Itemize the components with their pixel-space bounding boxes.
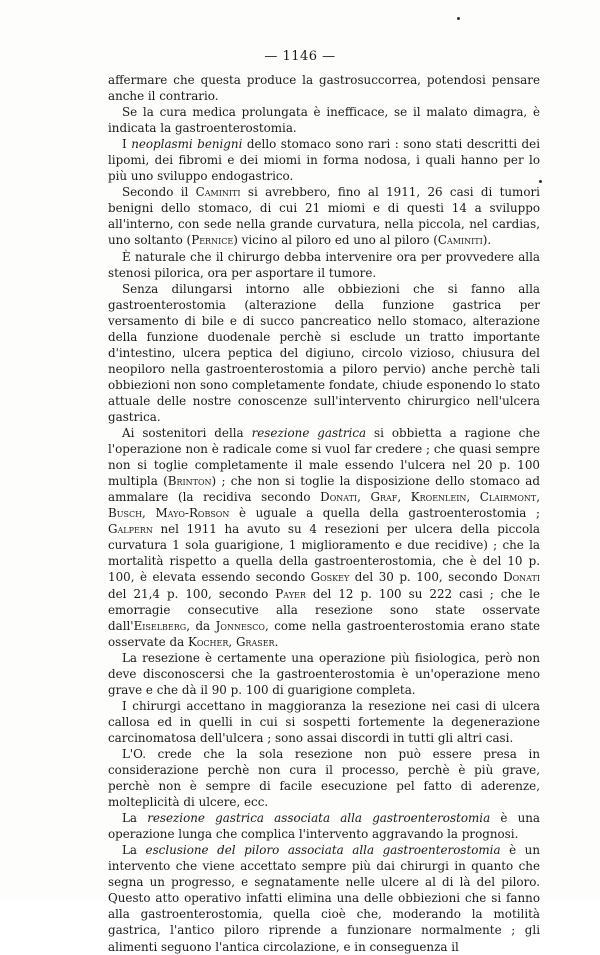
author-name: Brinton — [167, 474, 212, 489]
text-run: La resezione è certamente una operazione più fisiologica, però non deve disconoscersi che la gastroenterostomia è un'operazione meno grave e che dà il 90 p. 100 di guarigione completa. — [108, 650, 540, 697]
text-run: I — [122, 137, 132, 152]
paragraph-p8 — [108, 650, 540, 698]
author-name: Caminiti — [437, 233, 483, 248]
author-name: Payer — [275, 586, 306, 601]
emphasis-text: neoplasmi benigni — [131, 137, 243, 152]
emphasis-text: resezione gastrica associata alla gastroenterostomia — [147, 811, 491, 826]
text-run: L'O. crede che la sola resezione non può essere presa in considerazione perchè non cura il processo, perchè è più grave, perchè non è sempre di facile esecuzione pel fatto di aderenze, molteplicità di ulcere, ecc. — [108, 746, 540, 810]
author-name: Donati, Graf, Kroenlein, Clairmont, Busch, Mayo-Robson — [108, 490, 540, 521]
paragraph-p1 — [108, 72, 540, 104]
text-run: Se la cura medica prolungata è inefficace, se il malato dimagra, è indicata la gastroenterostomia. — [108, 105, 540, 136]
body-text — [108, 72, 540, 955]
paragraph-p2 — [108, 104, 540, 136]
text-run: Secondo il — [122, 185, 196, 200]
paragraph-p3 — [108, 136, 540, 184]
text-run: Ai sostenitori della — [122, 426, 252, 441]
author-name: Caminiti — [195, 185, 241, 200]
text-run: La — [122, 811, 148, 826]
text-run: , come nella gastroenterostomia erano state osservate da — [108, 618, 541, 649]
text-run: , — [228, 634, 236, 649]
text-run: ). — [482, 233, 492, 248]
text-run: è una operazione lunga che complica l'intervento aggravando la prognosi. — [108, 811, 541, 842]
text-run: dello stomaco sono rari : sono stati descritti dei lipomi, dei fibromi e dei miomi in forma nodosa, i quali hanno per lo più uno sviluppo endogastrico. — [108, 137, 540, 184]
paragraph-p6 — [108, 281, 540, 425]
text-run: nel 1911 ha avuto su 4 resezioni per ulcera della piccola curvatura 1 sola guarigione, 1 miglioramento e due recidive) ; che la mortalità rispetto a quella della gastroenterostomia, che è del 10 p. 100, è elevata essendo secondo — [108, 522, 540, 585]
text-run: , da — [186, 618, 216, 633]
text-run: è un intervento che viene accettato sempre più dai chirurgi in quanto che segna un progresso, e segnatamente nelle ulcere al di là del piloro. Questo atto operativo infatti elimina una delle obbiezioni che si fanno alla gastroenterostomia, quella cioè che, moderando la motilità gastrica, l'antico piloro riprende a funzionare normalmente ; gli alimenti seguono l'antica circolazione, e in conseguenza il — [108, 843, 540, 954]
author-name: Graser — [235, 634, 275, 649]
text-run: del 12 p. 100 su 222 casi ; che le emorragie consecutive alla resezione sono state osservate dall' — [108, 586, 541, 633]
author-name: Goskey — [310, 570, 350, 585]
author-name: Jonnesco — [215, 618, 265, 633]
text-run: ) vicino al piloro ed uno al piloro ( — [233, 233, 438, 248]
paragraph-p9 — [108, 698, 540, 746]
text-run: È naturale che il chirurgo debba intervenire ora per provvedere alla stenosi pilorica, ora per asportare il tumore. — [108, 249, 540, 280]
emphasis-text: esclusione del piloro associata alla gastroenterostomia — [145, 843, 501, 858]
paragraph-p4 — [108, 184, 540, 248]
author-name: Pernice — [191, 233, 234, 248]
text-run: del 21,4 p. 100, secondo — [108, 586, 276, 601]
text-run: si obbietta a ragione che l'operazione non è radicale come si vuol far credere ; che quasi sempre non si toglie completamente il male essendo l'ulcera nel 20 p. 100 multipla ( — [108, 426, 540, 489]
paragraph-p5 — [108, 249, 540, 281]
ink-speck — [457, 17, 460, 20]
text-run: del 30 p. 100, secondo — [349, 570, 504, 585]
author-name: Galpern — [108, 522, 153, 537]
text-run: . — [274, 634, 279, 649]
paragraph-p10 — [108, 746, 540, 810]
text-run: affermare che questa produce la gastrosuccorrea, potendosi pensare anche il contrario. — [108, 73, 540, 104]
text-run: è uguale a quella della gastroenterostomia ; — [229, 506, 540, 521]
author-name: Eiselberg — [133, 618, 187, 633]
author-name: Kocher — [187, 634, 229, 649]
text-run: ) ; che non si toglie la disposizione dello stomaco ad ammalare (la recidiva secondo — [108, 474, 540, 505]
text-run: si avrebbero, fino al 1911, 26 casi di tumori benigni dello stomaco, di cui 21 miomi e di questi 14 a sviluppo all'interno, con sede nella grande curvatura, nella piccola, nel cardias, uno soltanto ( — [108, 185, 540, 248]
paragraph-p12 — [108, 842, 540, 954]
text-run: Senza dilungarsi intorno alle obbiezioni che si fanno alla gastroenterostomia (alterazione della funzione gastrica per versamento di bile e di succo pancreatico nello stomaco, alterazione della funzione duodenale perchè si esclude un tratto importante d'intestino, ulcera peptica del digiuno, circolo vizioso, chiusura del neopiloro nella gastroenterostomia a piloro pervio) anche perchè tali obbiezioni non sono completamente fondate, chiude esponendo lo stato attuale delle nostre conoscenze sull'intervento chirurgico nell'ulcera gastrica. — [108, 281, 540, 424]
paragraph-p7 — [108, 425, 540, 650]
page-number: — 1146 — — [264, 49, 336, 64]
emphasis-text: resezione gastrica — [251, 426, 367, 441]
text-run: I chirurgi accettano in maggioranza la resezione nei casi di ulcera callosa ed in quelli in cui si sospetti fortemente la degenerazione carcinomatosa dell'ulcera ; sono assai discordi in tutti gli altri casi. — [108, 698, 540, 745]
author-name: Donati — [503, 570, 540, 585]
text-run: La — [122, 843, 146, 858]
paragraph-p11 — [108, 810, 540, 842]
